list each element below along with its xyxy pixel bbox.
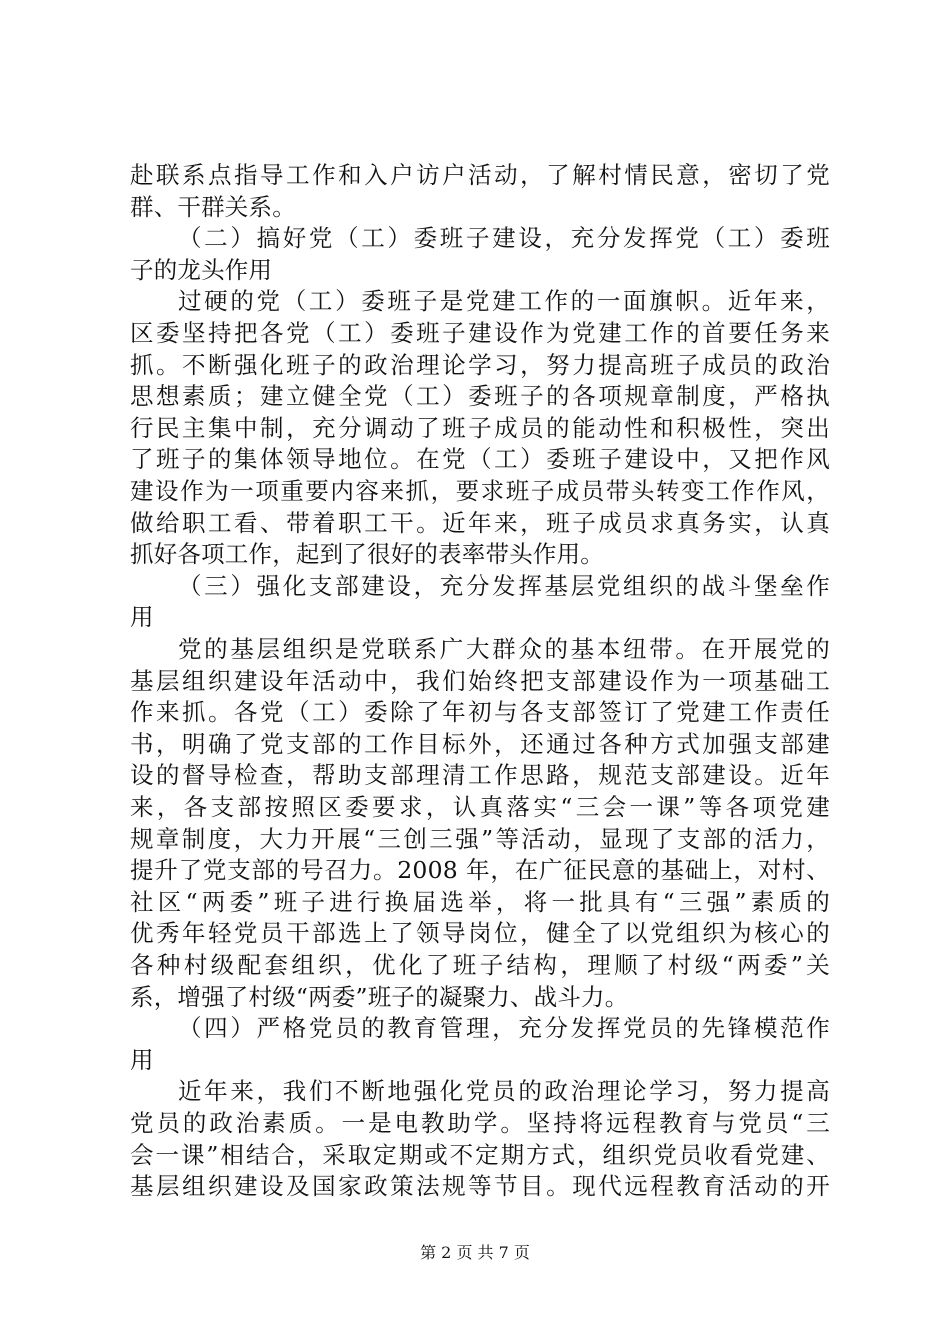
text-line: 会一课”相结合，采取定期或不定期方式，组织党员收看党建、 [130, 1140, 830, 1169]
text-line: 各种村级配套组织，优化了班子结构，理顺了村级“两委”关 [130, 951, 830, 979]
text-line: 做给职工看、带着职工干。近年来，班子成员求真务实，认真 [130, 508, 830, 537]
text-line: 党的基层组织是党联系广大群众的基本纽带。在开展党的 [178, 635, 830, 663]
text-line: （二）搞好党（工）委班子建设，充分发挥党（工）委班 [178, 224, 830, 253]
text-line: 群、干群关系。 [130, 192, 296, 221]
text-line: 子的龙头作用 [130, 255, 273, 284]
text-line: 提升了党支部的号召力。2008 年，在广征民意的基础上，对村、 [130, 856, 830, 885]
text-line: 区委坚持把各党（工）委班子建设作为党建工作的首要任务来 [130, 319, 830, 347]
text-line: 基层组织建设年活动中，我们始终把支部建设作为一项基础工 [130, 666, 830, 695]
text-line: 抓好各项工作，起到了很好的表率带头作用。 [130, 540, 604, 569]
text-line: 来，各支部按照区委要求，认真落实“三会一课”等各项党建 [130, 793, 830, 821]
text-line: 基层组织建设及国家政策法规等节目。现代远程教育活动的开 [130, 1172, 830, 1201]
text-line: 了班子的集体领导地位。在党（工）委班子建设中，又把作风 [130, 445, 830, 474]
text-line: 社区“两委”班子进行换届选举，将一批具有“三强”素质的 [130, 887, 830, 916]
text-line: 规章制度，大力开展“三创三强”等活动，显现了支部的活力， [130, 824, 830, 853]
text-line: 行民主集中制，充分调动了班子成员的能动性和积极性，突出 [130, 413, 830, 442]
text-line: 过硬的党（工）委班子是党建工作的一面旗帜。近年来， [178, 287, 830, 316]
text-line: 书，明确了党支部的工作目标外，还通过各种方式加强支部建 [130, 729, 830, 758]
text-line: （四）严格党员的教育管理，充分发挥党员的先锋模范作 [178, 1014, 830, 1043]
text-line: 作来抓。各党（工）委除了年初与各支部签订了党建工作责任 [130, 698, 830, 727]
text-line: 党员的政治素质。一是电教助学。坚持将远程教育与党员“三 [130, 1109, 830, 1137]
text-line: 抓。不断强化班子的政治理论学习，努力提高班子成员的政治 [130, 350, 830, 379]
text-line: （三）强化支部建设，充分发挥基层党组织的战斗堡垒作 [178, 571, 830, 600]
page-footer: 第 2 页 共 7 页 [420, 1243, 530, 1262]
text-line: 赴联系点指导工作和入户访户活动，了解村情民意，密切了党 [130, 161, 830, 189]
text-line: 优秀年轻党员干部选上了领导岗位，健全了以党组织为核心的 [130, 919, 830, 948]
text-line: 系，增强了村级“两委”班子的凝聚力、战斗力。 [130, 982, 629, 1011]
text-line: 设的督导检查，帮助支部理清工作思路，规范支部建设。近年 [130, 761, 830, 790]
text-line: 用 [130, 603, 154, 632]
text-line: 思想素质；建立健全党（工）委班子的各项规章制度，严格执 [130, 382, 830, 411]
text-line: 建设作为一项重要内容来抓，要求班子成员带头转变工作作风， [130, 477, 830, 505]
text-line: 用 [130, 1045, 154, 1074]
text-line: 近年来，我们不断地强化党员的政治理论学习，努力提高 [178, 1077, 830, 1106]
